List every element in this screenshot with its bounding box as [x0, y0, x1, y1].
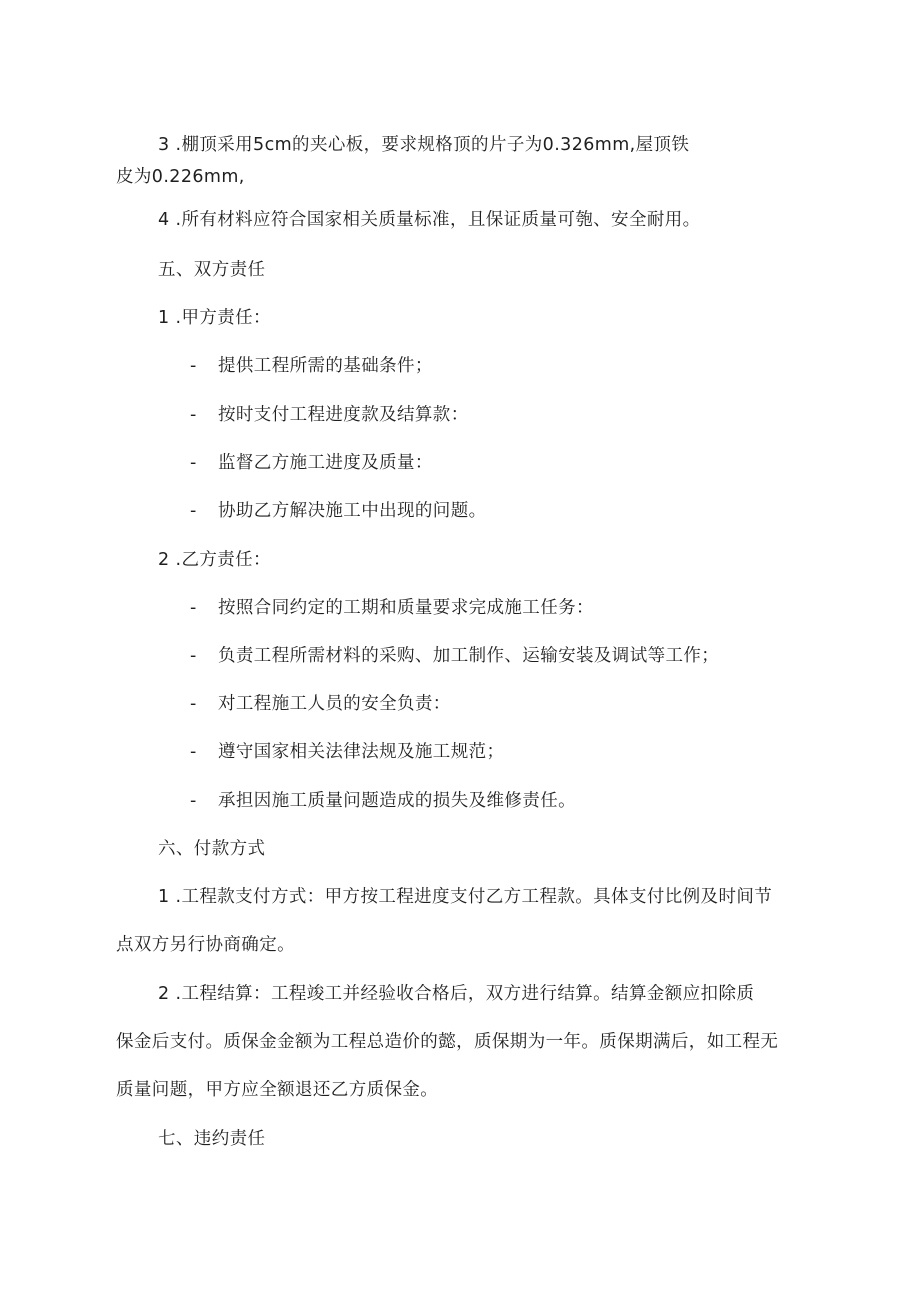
dash-bullet: -	[190, 501, 197, 521]
list-item	[190, 451, 433, 475]
list-item-text: 承担因施工质量问题造成的损失及维修责任。	[218, 791, 576, 811]
list-item-text: 监督乙方施工进度及质量：	[218, 453, 433, 473]
section7-heading: 七、违约责任	[158, 1129, 266, 1149]
list-item	[190, 596, 594, 620]
list-item-text: 协助乙方解决施工中出现的问题。	[218, 501, 487, 521]
list-item	[190, 692, 451, 716]
pay2-line2: 保金后支付。质保金金额为工程总造价的懿，质保期为一年。质保期满后，如工程无	[116, 1032, 779, 1052]
item3-line1: 3 .棚顶采用5cm的夹心板，要求规格顶的片子为0.326mm,屋顶铁	[158, 135, 690, 155]
dash-bullet: -	[190, 453, 197, 473]
list-item	[190, 499, 487, 523]
item4-text: 4 .所有材料应符合国家相关质量标准，且保证质量可匏、安全耐用。	[158, 210, 701, 230]
list-item-text: 负责工程所需材料的采购、加工制作、运输安装及调试等工作；	[218, 646, 720, 666]
dash-bullet: -	[190, 646, 197, 666]
list-item	[190, 354, 433, 378]
pay1-line2: 点双方另行协商确定。	[116, 935, 295, 955]
list-item-text: 按时支付工程进度款及结算款：	[218, 405, 469, 425]
party-a-heading: 1 .甲方责任：	[158, 308, 271, 328]
dash-bullet: -	[190, 598, 197, 618]
list-item	[190, 644, 719, 668]
section6-heading: 六、付款方式	[158, 839, 266, 859]
party-b-heading: 2 .乙方责任：	[158, 550, 271, 570]
list-item-text: 对工程施工人员的安全负责：	[218, 694, 451, 714]
list-item-text: 提供工程所需的基础条件；	[218, 356, 433, 376]
pay2-line1: 2 .工程结算：工程竣工并经验收合格后，双方进行结算。结算金额应扣除质	[158, 984, 755, 1004]
dash-bullet: -	[190, 405, 197, 425]
dash-bullet: -	[190, 791, 197, 811]
pay2-line3: 质量问题，甲方应全额退还乙方质保金。	[116, 1080, 439, 1100]
section5-heading: 五、双方责任	[158, 260, 266, 280]
dash-bullet: -	[190, 356, 197, 376]
list-item	[190, 740, 504, 764]
dash-bullet: -	[190, 742, 197, 762]
list-item-text: 按照合同约定的工期和质量要求完成施工任务：	[218, 598, 594, 618]
dash-bullet: -	[190, 694, 197, 714]
list-item	[190, 789, 576, 813]
item3-line2: 皮为0.226mm,	[116, 167, 245, 187]
list-item	[190, 403, 469, 427]
list-item-text: 遵守国家相关法律法规及施工规范；	[218, 742, 505, 762]
pay1-line1: 1 .工程款支付方式：甲方按工程进度支付乙方工程款。具体支付比例及时间节	[158, 887, 773, 907]
